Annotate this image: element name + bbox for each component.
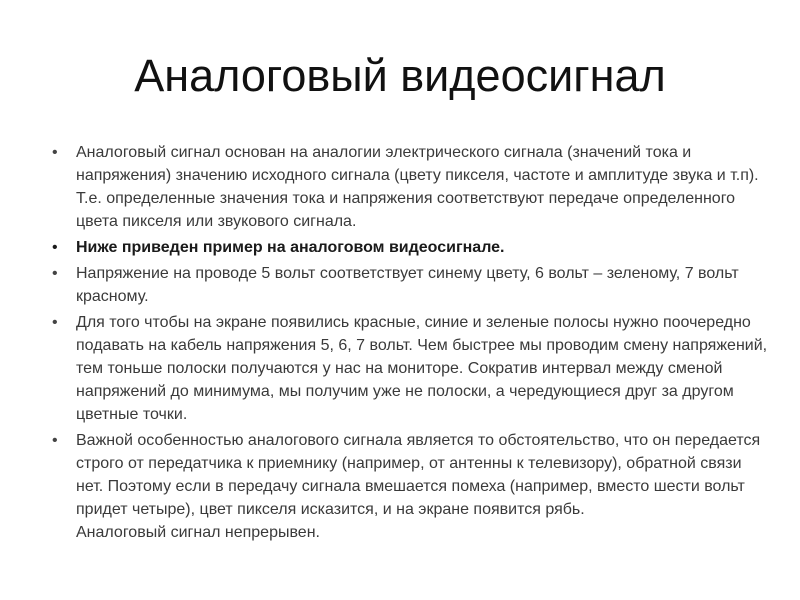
bullet-icon: • [52,239,58,256]
bullet-list [52,141,772,547]
bullet-item [52,429,772,544]
bullet-text: Важной особенностью аналогового сигнала является то обстоятельство, что он передается строго от передатчика к приемнику (например, от антенны к телевизору), обратной связи нет. Поэтому если в передачу сигнала вмешается помеха (например, вместо шести вольт придет четыре), цвет пикселя исказится, и на экране появится рябь. [76,432,761,518]
bullet-icon: • [52,432,58,449]
bullet-item [52,236,772,259]
bullet-icon: • [52,314,58,331]
bullet-text: Напряжение на проводе 5 вольт соответствует синему цвету, 6 вольт – зеленому, 7 вольт красному. [76,265,739,305]
bullet-text: Аналоговый сигнал основан на аналогии электрического сигнала (значений тока и напряжения) значению исходного сигнала (цвету пикселя, частоте и амплитуде звука и т.п). Т.е. определенные значения тока и напряжения соответствуют передаче определенного цвета пикселя или звукового сигнала. [76,144,759,230]
slide-title: Аналоговый видеосигнал [134,50,666,101]
bullet-icon: • [52,144,58,161]
bullet-icon: • [52,265,58,282]
bullet-item [52,262,772,308]
bullet-text: Для того чтобы на экране появились красные, синие и зеленые полосы нужно поочередно подавать на кабель напряжения 5, 6, 7 вольт. Чем быстрее мы проводим смену напряжений, тем тоньше полоски получаются у нас на мониторе. Сократив интервал между сменой напряжений до минимума, мы получим уже не полоски, а чередующиеся друг за другом цветные точки. [76,314,768,423]
bullet-item [52,141,772,233]
bullet-text: Ниже приведен пример на аналоговом видеосигнале. [76,239,505,256]
bullet-item [52,311,772,426]
bullet-extra-text: Аналоговый сигнал непрерывен. [76,524,320,541]
